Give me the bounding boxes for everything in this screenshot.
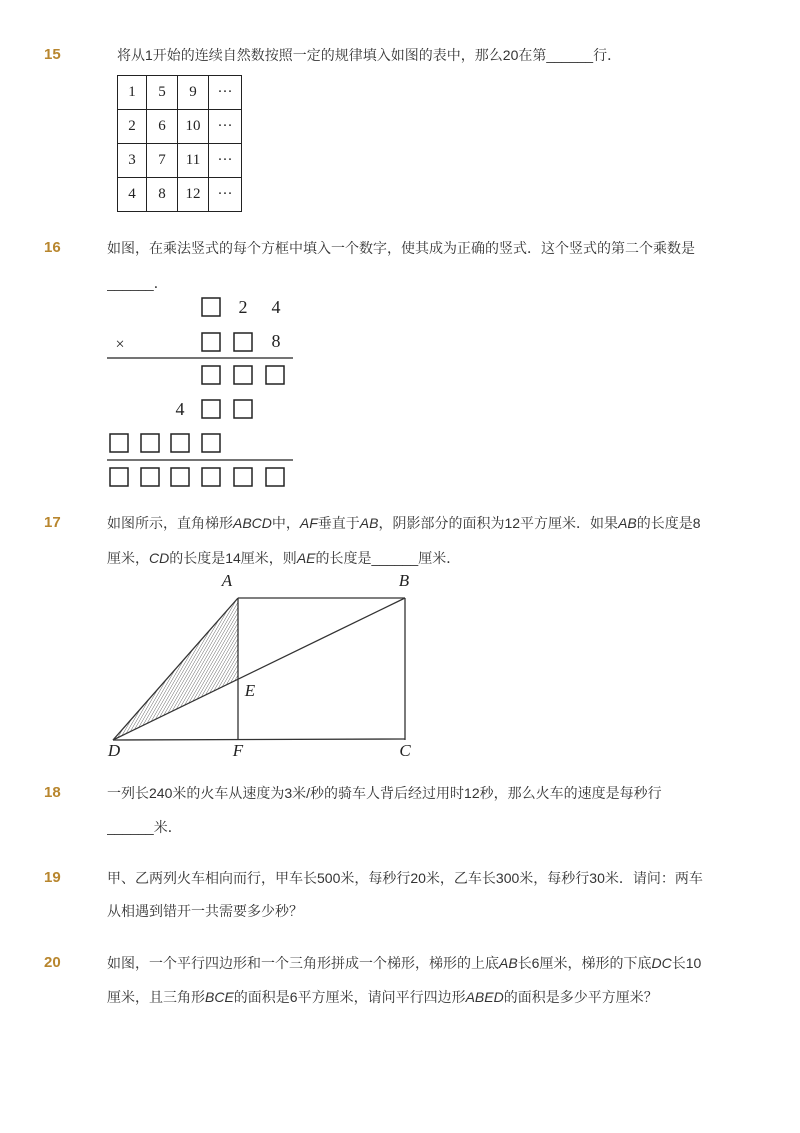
multiplication-figure [100,290,300,490]
digit-box [141,468,159,486]
label-c: C [399,741,411,760]
problem-19-text-line-2: 从相遇到错开一共需要多少秒？ [107,903,303,919]
digit-box [171,434,189,452]
problem-20-text-line-1 [107,953,787,973]
problem-17-text-line-2 [107,548,787,568]
text-segment: 的面积是多少平方厘米？ [503,989,658,1005]
segment-db [113,598,405,740]
digit-box [141,434,159,452]
problem-number-19: 19 [44,869,61,886]
text-segment: 如图，一个平行四边形和一个三角形拼成一个梯形，梯形的上底 [107,955,499,971]
digit-box [171,468,189,486]
table-row [118,110,242,144]
table-cell: 3 [118,144,147,178]
digit-box [266,468,284,486]
text-segment: 的长度是8 [636,515,701,531]
math-label: AB [359,515,379,531]
digit-box [202,468,220,486]
digit-box [202,333,220,351]
math-label: DC [651,955,672,971]
math-label: ABED [465,989,504,1005]
table-cell: ··· [209,110,242,144]
table-cell: 10 [178,110,209,144]
text-segment: 厘米， [107,550,149,566]
table-cell: 11 [178,144,209,178]
digit-box [202,298,220,316]
text-segment: 如图所示，直角梯形 [107,515,233,531]
table-cell: 12 [178,178,209,212]
table-cell: 5 [147,76,178,110]
digit-box [266,366,284,384]
text-segment: 长10 [671,955,702,971]
math-label: AF [299,515,318,531]
table-cell: 2 [118,110,147,144]
problem-16-text-line-2: ______． [107,275,168,291]
text-segment: 长6厘米，梯形的下底 [517,955,652,971]
text-segment: 厘米，且三角形 [107,989,205,1005]
digit-box [234,366,252,384]
math-label: AB [499,955,518,971]
table-cell: ··· [209,76,242,110]
text-segment: 的长度是______厘米． [315,550,461,566]
problem-17-text-line-1 [107,513,787,533]
table-cell: 8 [147,178,178,212]
multiplicand-digit: 4 [271,297,281,317]
table-cell: 9 [178,76,209,110]
digit-box [234,468,252,486]
problem-19-text-line-1: 甲、乙两列火车相向而行，甲车长500米，每秒行20米，乙车长300米，每秒行30米．请问：两车 [107,870,703,886]
text-segment: 垂直于 [317,515,360,531]
number-table [117,75,242,212]
table-row [118,178,242,212]
digit-box [202,400,220,418]
math-label: AE [296,550,316,566]
multiplier-digit: 8 [271,331,281,351]
table-cell: 7 [147,144,178,178]
text-segment: 中， [271,515,300,531]
label-a: A [221,571,233,590]
problem-18-text-line-1: 一列长240米的火车从速度为3米/秒的骑车人背后经过用时12秒，那么火车的速度是每秒行 [107,785,662,801]
problem-20-text-line-2 [107,987,787,1007]
problem-16-text-line-1: 如图，在乘法竖式的每个方框中填入一个数字，使其成为正确的竖式．这个竖式的第二个乘数是 [107,240,695,256]
digit-box [234,400,252,418]
problem-18-text-line-2: ______米． [107,819,182,835]
table-cell: ··· [209,144,242,178]
digit-box [110,468,128,486]
label-e: E [244,681,256,700]
table-row [118,144,242,178]
math-label: CD [149,550,170,566]
times-sign: × [115,336,125,353]
table-cell: 4 [118,178,147,212]
label-b: B [398,571,410,590]
table-cell: 1 [118,76,147,110]
digit-box [110,434,128,452]
digit-box [202,434,220,452]
digit-box [202,366,220,384]
text-segment: ，阴影部分的面积为12平方厘米．如果 [378,515,619,531]
problem-number-17: 17 [44,514,61,531]
problem-number-16: 16 [44,239,61,256]
table-cell: 6 [147,110,178,144]
label-f: F [232,741,244,760]
multiplicand-digit: 2 [238,297,248,317]
problem-number-15: 15 [44,46,61,63]
math-label: AB [618,515,637,531]
text-segment: 的长度是14厘米，则 [169,550,297,566]
label-d: D [107,741,121,760]
math-label: ABCD [233,515,272,531]
partial-product-digit: 4 [175,399,185,419]
segment-dc [113,739,405,740]
digit-box [234,333,252,351]
problem-15-text: 将从1开始的连续自然数按照一定的规律填入如图的表中，那么20在第______行． [117,47,622,63]
text-segment: 的面积是6平方厘米，请问平行四边形 [233,989,466,1005]
math-label: BCE [205,989,234,1005]
table-row [118,76,242,110]
problem-number-20: 20 [44,954,61,971]
table-cell: ··· [209,178,242,212]
problem-number-18: 18 [44,784,61,801]
trapezoid-figure [100,566,430,762]
